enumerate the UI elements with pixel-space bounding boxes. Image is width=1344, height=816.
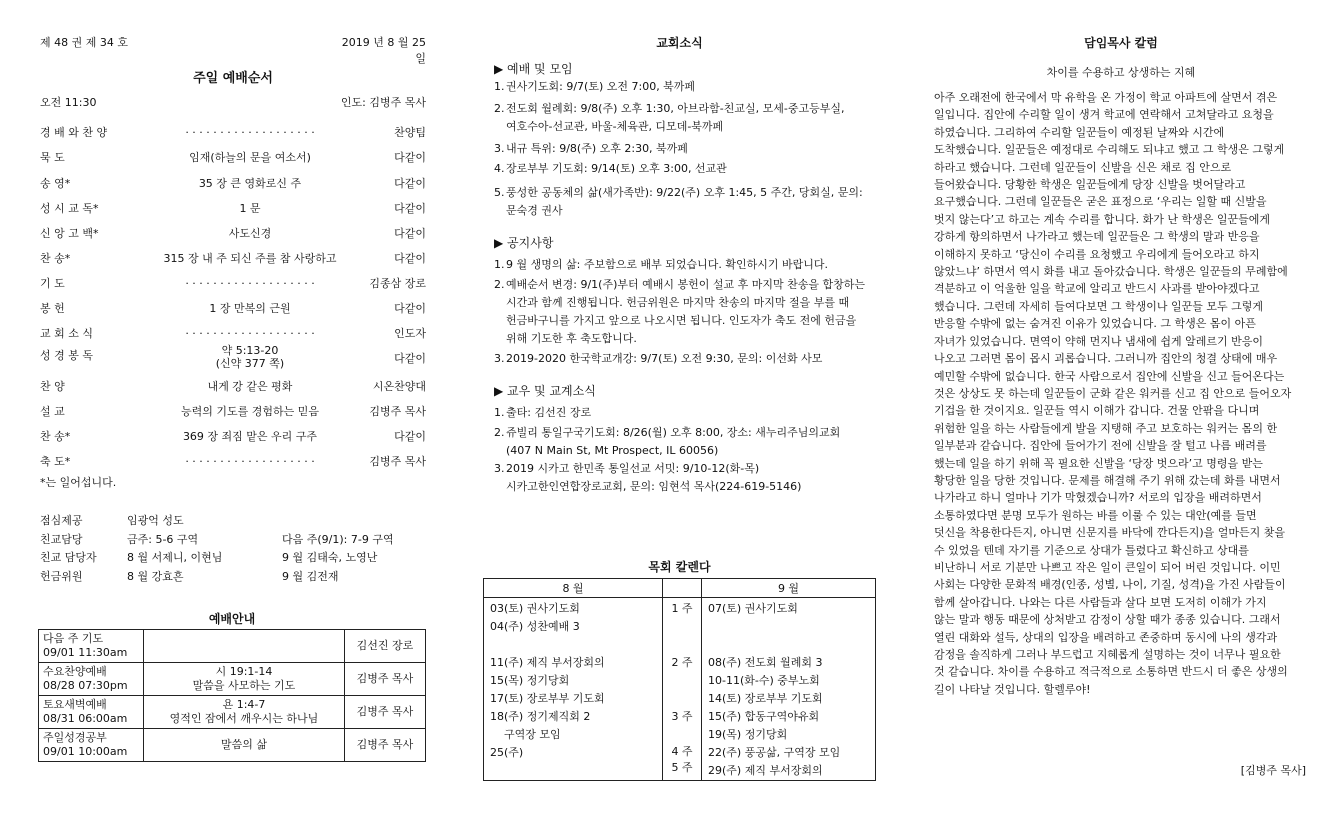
fellowship-label: 친교담당 (40, 533, 83, 546)
calendar-week-label: 1 주 (671, 602, 693, 615)
order-item-leader: 다같이 (394, 302, 426, 315)
news-item-number: 2. (494, 102, 505, 115)
column-line: 반응할 수밖에 없는 숨겨진 이유가 있었습니다. 그 학생은 몸이 아픈 (934, 317, 1256, 331)
order-item-text: · · · · · · · · · · · · · · · · · · · (185, 455, 315, 468)
order-item-label: 축 도* (40, 455, 71, 468)
order-item-leader: 김병주 목사 (369, 455, 426, 468)
order-item-text: 내게 강 같은 평화 (207, 380, 293, 393)
worship-order-title: 주일 예배순서 (193, 71, 273, 86)
news-section-head: ▶ 교우 및 교계소식 (494, 384, 596, 398)
column-body (934, 89, 1308, 698)
column-line: 나오고 그러면 몸이 몹시 괴롭습니다. 그러니까 집안의 청결 상태에 매우 (934, 352, 1278, 366)
worship-order-row (40, 346, 426, 372)
service-name: 토요새벽예배 (43, 698, 107, 711)
news-item-number: 4. (494, 162, 505, 175)
calendar-week-label (669, 726, 695, 744)
column-line: 수 있었을 텐데 자기를 기준으로 상대가 틀렸다고 확신하고 상대를 (934, 543, 1249, 557)
news-item-text: 전도회 월례회: 9/8(주) 오후 1:30, 아브라함-친교실, 모세-중고등부실, (506, 102, 845, 115)
service-guide-row (39, 729, 426, 762)
order-item-leader: 시온찬양대 (372, 380, 426, 393)
volume-number: 제 48 권 제 34 호 (40, 36, 128, 49)
order-item-text: 35 장 큰 영화로신 주 (198, 177, 302, 190)
worship-order-row (40, 299, 426, 319)
order-item-label: 기 도 (40, 277, 65, 290)
news-item-text: (407 N Main St, Mt Prospect, IL 60056) (506, 444, 719, 457)
service-name-cell (39, 696, 144, 729)
standing-note: *는 일어섭니다. (40, 476, 117, 489)
news-section-head: ▶ 공지사항 (494, 236, 554, 250)
service-name: 주일성경공부 (43, 731, 107, 744)
column-line: 도착했습니다. 일꾼들은 예정대로 수리해도 되냐고 했고 그 학생은 그렇게 (934, 143, 1285, 157)
order-item-content (140, 402, 360, 422)
order-item-text: 임재(하늘의 문을 여소서) (189, 151, 311, 164)
service-guide-title: 예배안내 (208, 612, 256, 626)
order-item-label: 설 교 (40, 405, 65, 418)
column-line: 않는 말과 행동 때문에 상처받고 감정이 상할 때가 종종 있습니다. 그래서 (934, 613, 1281, 627)
order-item-content (140, 123, 360, 143)
service-time: 09/01 10:00am (43, 745, 128, 758)
column-line: 강하게 항의하면서 나가라고 했는데 일꾼들은 그 학생의 말과 반응을 (934, 230, 1260, 244)
calendar-sep-entry: 08(주) 전도회 월례회 3 (708, 656, 823, 669)
order-item-text: 1 장 만복의 근원 (209, 302, 291, 315)
news-item-number: 1. (494, 80, 505, 93)
service-time: 09/01 11:30am (43, 646, 128, 659)
column-line: 사회는 다양한 문화적 배경(인종, 성별, 나이, 기질, 성격)을 가진 사람들이 (934, 578, 1286, 592)
calendar-sep-entry: 10-11(화-수) 중부노회 (708, 674, 820, 687)
news-item-number: 3. (494, 352, 505, 365)
order-item-leader: 다같이 (394, 177, 426, 190)
column-line: 열린 대화와 설득, 상대의 입장을 배려하고 존중하며 동시에 나의 생각과 (934, 630, 1278, 644)
order-item-content (140, 249, 360, 269)
service-content-cell (144, 663, 345, 696)
calendar-aug-entry: 18(주) 정기제직회 2 (490, 710, 591, 723)
fellowship-staff-label: 친교 담당자 (40, 551, 97, 564)
news-item-number: 2. (494, 278, 505, 291)
calendar-sep-entry (708, 618, 869, 636)
order-item-leader: 다같이 (394, 202, 426, 215)
order-item-label: 봉 헌 (40, 302, 65, 315)
order-item-leader: 김종삼 장로 (369, 277, 426, 290)
news-item-number: 2. (494, 426, 505, 439)
service-time: 08/31 06:00am (43, 712, 128, 725)
service-guide-row (39, 696, 426, 729)
service-name: 수요찬양예배 (43, 665, 107, 678)
news-item (494, 184, 874, 220)
order-item-text: 능력의 기도를 경험하는 믿음 (180, 405, 319, 418)
news-item-text: 장로부부 기도회: 9/14(토) 오후 3:00, 선교관 (506, 162, 727, 175)
calendar-aug-column (484, 598, 663, 781)
fellowship-staff-sep: 9 월 김태숙, 노영난 (282, 551, 378, 564)
order-item-label: 묵 도 (40, 151, 65, 164)
column-line: 이해하지 못하고 ‘당신이 수리를 요청했고 우리에게 들어오라고 하지 (934, 247, 1260, 261)
service-content-sub: 영적인 잠에서 깨우시는 하나님 (169, 712, 319, 725)
column-line: 아주 오래전에 한국에서 막 유학을 온 가정이 학교 아파트에 살면서 겪은 (934, 91, 1278, 104)
lunch-label: 점심제공 (40, 514, 83, 527)
calendar-week-label (669, 618, 695, 636)
calendar-sep-entry (708, 636, 869, 654)
news-item-number: 5. (494, 186, 505, 199)
calendar-sep-entry: 22(주) 풍공삶, 구역장 모임 (708, 746, 841, 759)
offering-aug: 8 월 강효흔 (127, 570, 184, 583)
calendar-week-label (669, 672, 695, 690)
service-content-cell (144, 729, 345, 762)
worship-order-row (40, 427, 426, 447)
order-item-content (140, 344, 360, 370)
order-item-content (140, 299, 360, 319)
worship-order-row (40, 148, 426, 168)
news-item-text: 권사기도회: 9/7(토) 오전 7:00, 북까페 (506, 80, 696, 93)
news-item-text: 9 월 생명의 삶: 주보함으로 배부 되었습니다. 확인하시기 바랍니다. (506, 258, 828, 271)
service-content-cell (144, 630, 345, 663)
column-line: 기겁을 한 것이지요. 일꾼들 역시 이해가 갑니다. 건물 안팎을 다니며 (934, 404, 1260, 418)
order-item-label: 경 배 와 찬 양 (40, 126, 108, 139)
news-item (494, 78, 874, 96)
order-item-label: 교 회 소 식 (40, 327, 93, 340)
service-leader: 김선진 장로 (345, 630, 426, 663)
order-item-text: · · · · · · · · · · · · · · · · · · · (185, 126, 315, 139)
calendar-week-column (663, 598, 702, 781)
column-line: 나가라고 하니 얼마나 기가 막혔겠습니까? 서로의 입장을 배려하면서 (934, 491, 1262, 505)
calendar-sep-entry: 19(목) 정기당회 (708, 728, 788, 741)
service-leader: 김병주 목사 (345, 729, 426, 762)
calendar-aug-entry: 03(토) 권사기도회 (490, 602, 580, 615)
lunch-value: 임광억 성도 (127, 514, 184, 527)
news-item-text: 2019 시카고 한민족 통일선교 서밋: 9/10-12(화-목) (506, 462, 760, 475)
calendar-aug-header: 8 월 (484, 579, 663, 598)
order-item-text: 315 장 내 주 되신 주를 참 사랑하고 (163, 252, 337, 265)
calendar-title: 목회 칼렌다 (648, 560, 711, 574)
service-leader: 김병주 목사 (345, 696, 426, 729)
fellowship-staff-aug: 8 월 서제니, 이현님 (127, 551, 223, 564)
fellowship-value: 금주: 5-6 구역 (127, 533, 199, 546)
order-item-label: 송 영* (40, 177, 71, 190)
news-item-number: 1. (494, 258, 505, 271)
news-item-text: 내규 특위: 9/8(주) 오후 2:30, 북까페 (506, 142, 688, 155)
service-time: 08/28 07:30pm (43, 679, 128, 692)
pastoral-calendar (483, 578, 876, 781)
order-item-text: 369 장 죄짐 맡은 우리 구주 (182, 430, 318, 443)
calendar-aug-entry: 11(주) 제직 부서장회의 (490, 656, 605, 669)
order-item-label: 성 경 봉 독 (40, 349, 93, 362)
service-content-sub: 말씀을 사모하는 기도 (192, 679, 296, 692)
service-content-cell (144, 696, 345, 729)
news-item (494, 350, 874, 368)
worship-order-row (40, 324, 426, 344)
order-item-content (140, 427, 360, 447)
column-line: 벗지 않는다’고 하고는 계속 수리를 합니다. 화가 난 학생은 일꾼들에게 (934, 212, 1270, 226)
column-line: 덧신을 착용한다든지, 아니면 신문지를 바닥에 깐다든지)을 얼마든지 찾을 (934, 526, 1286, 540)
news-item-number: 3. (494, 142, 505, 155)
order-item-leader: 인도자 (394, 327, 426, 340)
worship-order-row (40, 274, 426, 294)
calendar-aug-entry: 15(목) 정기당회 (490, 674, 570, 687)
column-line: 예민할 수밖에 없습니다. 한국 사람으로서 집안에 신발을 신고 들어온다는 (934, 369, 1285, 383)
news-item-number: 3. (494, 462, 505, 475)
column-line: 비난하니 서로 기분만 나쁘고 작은 일이 큰일이 되어 버린 것입니다. 이민 (934, 560, 1281, 574)
worship-order-row (40, 224, 426, 244)
column-subtitle: 차이를 수용하고 상생하는 지혜 (1046, 66, 1196, 79)
column-line: 하라고 했습니다. 그런데 일꾼들이 신발을 신은 채로 집 안으로 (934, 160, 1232, 174)
worship-order-row (40, 377, 426, 397)
column-line: 감정을 솔직하게 그러나 부드럽고 지혜롭게 설명하는 것이 너무나 필요한 (934, 648, 1281, 661)
column-line: 위험한 일을 하는 사람들에게 발을 지탱해 주고 보호하는 워커는 몸의 한 (934, 421, 1278, 435)
column-line: 길이 나타날 것입니다. 할렐루야! (934, 682, 1091, 696)
column-line: 함께 살아갑니다. 나와는 다른 사람들과 살다 보면 도저히 이해가 가지 (934, 595, 1267, 609)
column-line: 않았느냐’ 하면서 역시 화를 내고 돌아갔습니다. 학생은 일꾼들의 무례함에 (934, 265, 1288, 279)
calendar-sep-entry: 29(주) 제직 부서장회의 (708, 764, 823, 777)
offering-sep: 9 월 김전재 (282, 570, 339, 583)
news-item-text: 풍성한 공동체의 삶(새가족반): 9/22(주) 오후 1:45, 5 주간, 당회실, 문의: (506, 186, 863, 199)
order-item-content (140, 199, 360, 219)
service-leader: 김병주 목사 (345, 663, 426, 696)
news-item (494, 160, 874, 178)
news-item (494, 140, 874, 158)
column-signature: [김병주 목사] (1240, 764, 1306, 777)
worship-order-row (40, 123, 426, 143)
news-item (494, 276, 874, 348)
news-item-text: 문숙경 권사 (506, 204, 563, 217)
news-item-text: 출타: 김선진 장로 (506, 406, 592, 419)
worship-order-row (40, 402, 426, 422)
news-item-number: 1. (494, 406, 505, 419)
calendar-week-label: 4 주 (671, 745, 693, 758)
service-content: 시 19:1-14 (215, 665, 273, 678)
order-item-content (140, 224, 360, 244)
order-item-leader: 다같이 (394, 151, 426, 164)
worship-order-row (40, 452, 426, 472)
order-item-leader: 다같이 (394, 430, 426, 443)
column-title: 담임목사 칼럼 (1084, 36, 1158, 50)
order-item-content (140, 174, 360, 194)
news-item-text: 예배순서 변경: 9/1(주)부터 예배시 봉헌이 설교 후 마지막 찬송을 합창하는 (506, 278, 865, 291)
worship-time: 오전 11:30 (40, 96, 97, 109)
order-item-leader: 다같이 (394, 352, 426, 365)
calendar-week-label: 3 주 (671, 710, 693, 723)
column-line: 일부분과 같습니다. 집안에 들어가기 전에 신발을 잘 털고 나름 배려를 (934, 439, 1267, 453)
order-item-leader: 김병주 목사 (369, 405, 426, 418)
calendar-sep-entry: 07(토) 권사기도회 (708, 602, 798, 615)
calendar-week-label: 5 주 (671, 761, 693, 774)
calendar-sep-header: 9 월 (702, 579, 876, 598)
news-item-text: 2019-2020 한국학교개강: 9/7(토) 오전 9:30, 문의: 이선화 사모 (506, 352, 823, 365)
service-guide-table (38, 629, 426, 762)
order-item-label: 찬 양 (40, 380, 65, 393)
order-item-text: · · · · · · · · · · · · · · · · · · · (185, 327, 315, 340)
church-news-title: 교회소식 (656, 36, 703, 50)
calendar-aug-entry: 구역장 모임 (504, 728, 561, 741)
column-line: 했는데 일을 하기 위해 꼭 필요한 신발을 ‘당장 벗으라’고 명령을 받는 (934, 456, 1263, 470)
column-line: 들어왔습니다. 당황한 학생은 일꾼들에게 당장 신발을 벗어달라고 (934, 178, 1246, 192)
service-name-cell (39, 729, 144, 762)
worship-leader: 인도: 김병주 목사 (340, 96, 426, 109)
order-item-text: 1 문 (239, 202, 261, 215)
calendar-sep-column (702, 598, 876, 781)
order-item-label: 성 시 교 독* (40, 202, 99, 215)
order-item-text: 약 5:13-20 (221, 344, 279, 357)
calendar-aug-entry: 04(주) 성찬예배 3 (490, 620, 580, 633)
news-item-text: 헌금바구니를 가지고 앞으로 나오시면 됩니다. 인도자가 축도 전에 헌금을 (506, 314, 857, 327)
worship-order-row (40, 174, 426, 194)
news-item-text: 쥬빌리 통일구국기도회: 8/26(월) 오후 8:00, 장소: 새누리주님의교회 (506, 426, 841, 439)
news-section-head: ▶ 예배 및 모임 (494, 62, 573, 76)
news-item (494, 256, 874, 274)
calendar-aug-entry: 25(주) (490, 746, 524, 759)
news-item-text: 여호수아-선교관, 바울-체육관, 디모데-북까페 (506, 120, 724, 133)
service-content: 욘 1:4-7 (222, 698, 266, 711)
calendar-sep-entry: 14(토) 장로부부 기도회 (708, 692, 823, 705)
column-line: 했습니다. 그런데 자세히 들여다보면 그 학생이나 일꾼들 모두 그렇게 (934, 299, 1263, 313)
order-item-label: 신 앙 고 백* (40, 227, 99, 240)
service-name: 다음 주 기도 (43, 632, 104, 645)
service-name-cell (39, 663, 144, 696)
calendar-week-header (663, 579, 702, 598)
order-item-leader: 찬양팀 (394, 126, 426, 139)
bulletin-date: 2019 년 8 월 25 일 (341, 36, 426, 65)
order-item-leader: 다같이 (394, 252, 426, 265)
news-item-text: 위해 기도한 후 축도합니다. (506, 332, 637, 345)
calendar-aug-entry (490, 636, 656, 654)
news-item (494, 404, 874, 422)
calendar-aug-entry: 17(토) 장로부부 기도회 (490, 692, 605, 705)
worship-order-row (40, 249, 426, 269)
calendar-sep-entry: 15(주) 합동구역야유회 (708, 710, 820, 723)
column-line: 황당한 일을 당한 것입니다. 문제를 해결해 주기 위해 갔는데 화를 내면서 (934, 473, 1281, 487)
order-item-text: · · · · · · · · · · · · · · · · · · · (185, 277, 315, 290)
column-line: 격분하고 이 억울한 일을 학교에 알리고 반드시 사과를 받아야겠다고 (934, 282, 1260, 296)
order-item-content (140, 274, 360, 294)
order-item-content (140, 377, 360, 397)
column-line: 소통하였다면 분명 모두가 원하는 바를 이룰 수 있는 대안(예를 들면 (934, 508, 1257, 522)
calendar-week-label (669, 636, 695, 654)
order-item-text: 사도신경 (228, 227, 272, 240)
order-item-leader: 다같이 (394, 227, 426, 240)
column-line: 하였습니다. 그리하여 수리할 일꾼들이 예정된 날짜와 시간에 (934, 125, 1225, 139)
order-item-label: 찬 송* (40, 430, 71, 443)
order-item-content (140, 148, 360, 168)
service-guide-row (39, 663, 426, 696)
news-item-text: 시카고한인연합장로교회, 문의: 임현석 목사(224-619-5146) (506, 480, 802, 493)
column-line: 것은 상상도 못 하는데 일꾼들이 군화 같은 워커를 신고 집 안으로 들어오자 (934, 386, 1292, 400)
service-content: 말씀의 삶 (220, 738, 267, 751)
news-item (494, 460, 874, 496)
offering-label: 헌금위원 (40, 570, 83, 583)
calendar-week-label (669, 690, 695, 708)
news-item (494, 424, 874, 460)
news-item (494, 100, 874, 136)
worship-order-row (40, 199, 426, 219)
order-item-text-sub: (신약 377 쪽) (215, 357, 285, 370)
news-item-text: 시간과 함께 진행됩니다. 헌금위원은 마지막 찬송의 마지막 절을 부를 때 (506, 296, 850, 309)
order-item-content (140, 324, 360, 344)
order-item-content (140, 452, 360, 472)
fellowship-next: 다음 주(9/1): 7-9 구역 (282, 533, 394, 546)
column-line: 자녀가 있었습니다. 면역이 약해 먼지나 냄새에 쉽게 알레르기 반응이 (934, 334, 1263, 348)
column-line: 요구했습니다. 그런데 일꾼들은 굳은 표정으로 ‘우리는 일할 때 신발을 (934, 195, 1267, 209)
calendar-week-label: 2 주 (671, 656, 693, 669)
order-item-label: 찬 송* (40, 252, 71, 265)
column-line: 것 같습니다. 차이를 수용하고 적극적으로 소통하면 반드시 더 좋은 상생의 (934, 665, 1288, 679)
column-line: 일입니다. 집안에 수리할 일이 생겨 학교에 연락해서 고쳐달라고 요청을 (934, 108, 1274, 122)
service-name-cell (39, 630, 144, 663)
service-guide-row (39, 630, 426, 663)
